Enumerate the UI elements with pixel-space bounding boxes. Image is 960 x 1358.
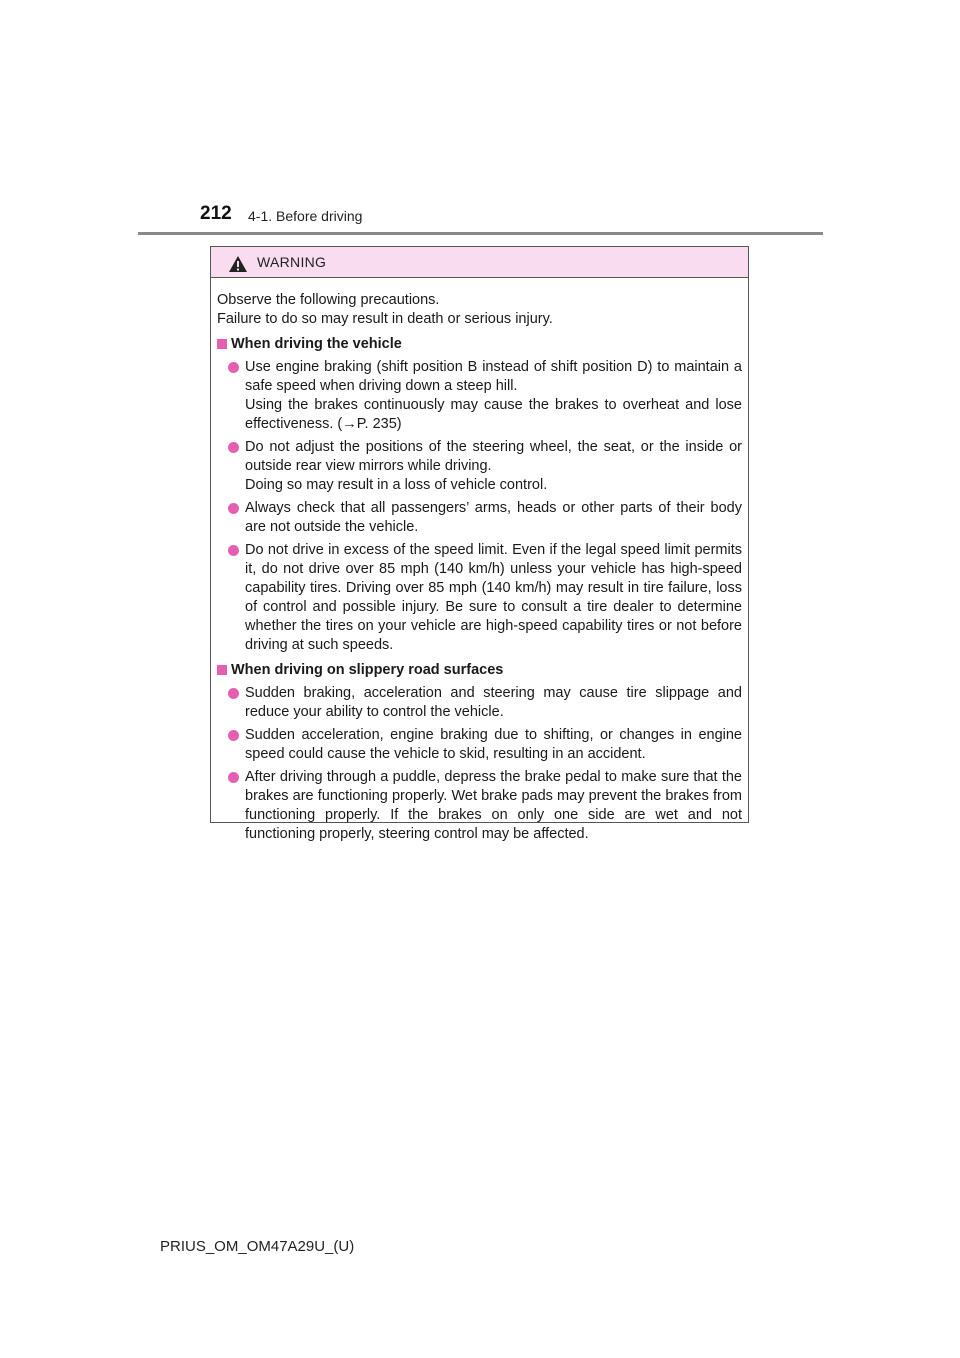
warning-box — [210, 246, 749, 842]
section-heading — [217, 335, 742, 354]
bullet-paragraph: Use engine braking (shift position B instead of shift position D) to maintain a safe speed when driving down a steep hill. — [245, 359, 742, 394]
bullet-paragraph: Do not drive in excess of the speed limit. Even if the legal speed limit permits it, do not drive over 85 mph (140 km/h) unless your vehicle has high-speed capability tires. Driving over 85 mph (140 km/h) may result in tire failure, loss of control and possible injury. Be sure to consult a tire dealer to determine whether the tires on your vehicle are high-speed capability tires or not before driving at such speeds. — [245, 542, 742, 653]
bullet-text — [245, 684, 742, 722]
circle-bullet-icon — [228, 688, 239, 699]
bullet-item — [217, 684, 742, 722]
bullet-text — [245, 358, 742, 434]
bullet-paragraph: Always check that all passengers’ arms, heads or other parts of their body are not outside the vehicle. — [245, 500, 742, 535]
section-heading-text: When driving on slippery road surfaces — [231, 662, 504, 678]
bullet-text — [245, 541, 742, 655]
square-bullet-icon — [217, 665, 227, 675]
bullet-paragraph: Doing so may result in a loss of vehicle control. — [245, 477, 548, 493]
bullet-paragraph: Sudden braking, acceleration and steering may cause tire slippage and reduce your ability to control the vehicle. — [245, 685, 742, 720]
bullet-item — [217, 768, 742, 844]
warning-intro — [217, 291, 742, 329]
bullet-item — [217, 438, 742, 495]
header-rule — [138, 232, 823, 235]
warning-triangle-icon — [228, 255, 248, 273]
circle-bullet-icon — [228, 362, 239, 373]
bullet-item — [217, 726, 742, 764]
section-title: 4-1. Before driving — [248, 208, 363, 224]
bullet-item — [217, 358, 742, 434]
intro-line: Observe the following precautions. — [217, 292, 440, 308]
bullet-text — [245, 726, 742, 764]
page-number: 212 — [200, 203, 232, 224]
circle-bullet-icon — [228, 772, 239, 783]
bullet-text — [245, 499, 742, 537]
bullet-paragraph: Sudden acceleration, engine braking due to shifting, or changes in engine speed could cause the vehicle to skid, resulting in an accident. — [245, 727, 742, 762]
square-bullet-icon — [217, 339, 227, 349]
circle-bullet-icon — [228, 442, 239, 453]
warning-body — [211, 278, 748, 844]
section-heading — [217, 661, 742, 680]
document-code: PRIUS_OM_OM47A29U_(U) — [160, 1238, 355, 1255]
warning-label: WARNING — [257, 254, 327, 270]
intro-line: Failure to do so may result in death or serious injury. — [217, 311, 553, 327]
circle-bullet-icon — [228, 730, 239, 741]
circle-bullet-icon — [228, 545, 239, 556]
bullet-item — [217, 541, 742, 655]
warning-header — [211, 247, 748, 278]
bullet-text — [245, 768, 742, 844]
bullet-paragraph: Do not adjust the positions of the steering wheel, the seat, or the inside or outside rear view mirrors while driving. — [245, 439, 742, 474]
section-heading-text: When driving the vehicle — [231, 336, 402, 352]
bullet-text — [245, 438, 742, 495]
bullet-paragraph: After driving through a puddle, depress the brake pedal to make sure that the brakes are functioning properly. Wet brake pads may prevent the brakes from functioning properly. If the brakes on only one side are wet and not functioning properly, steering control may be affected. — [245, 769, 742, 842]
bullet-paragraph: Using the brakes continuously may cause the brakes to overheat and lose effectiveness. (→P. 235) — [245, 397, 742, 432]
bullet-item — [217, 499, 742, 537]
circle-bullet-icon — [228, 503, 239, 514]
